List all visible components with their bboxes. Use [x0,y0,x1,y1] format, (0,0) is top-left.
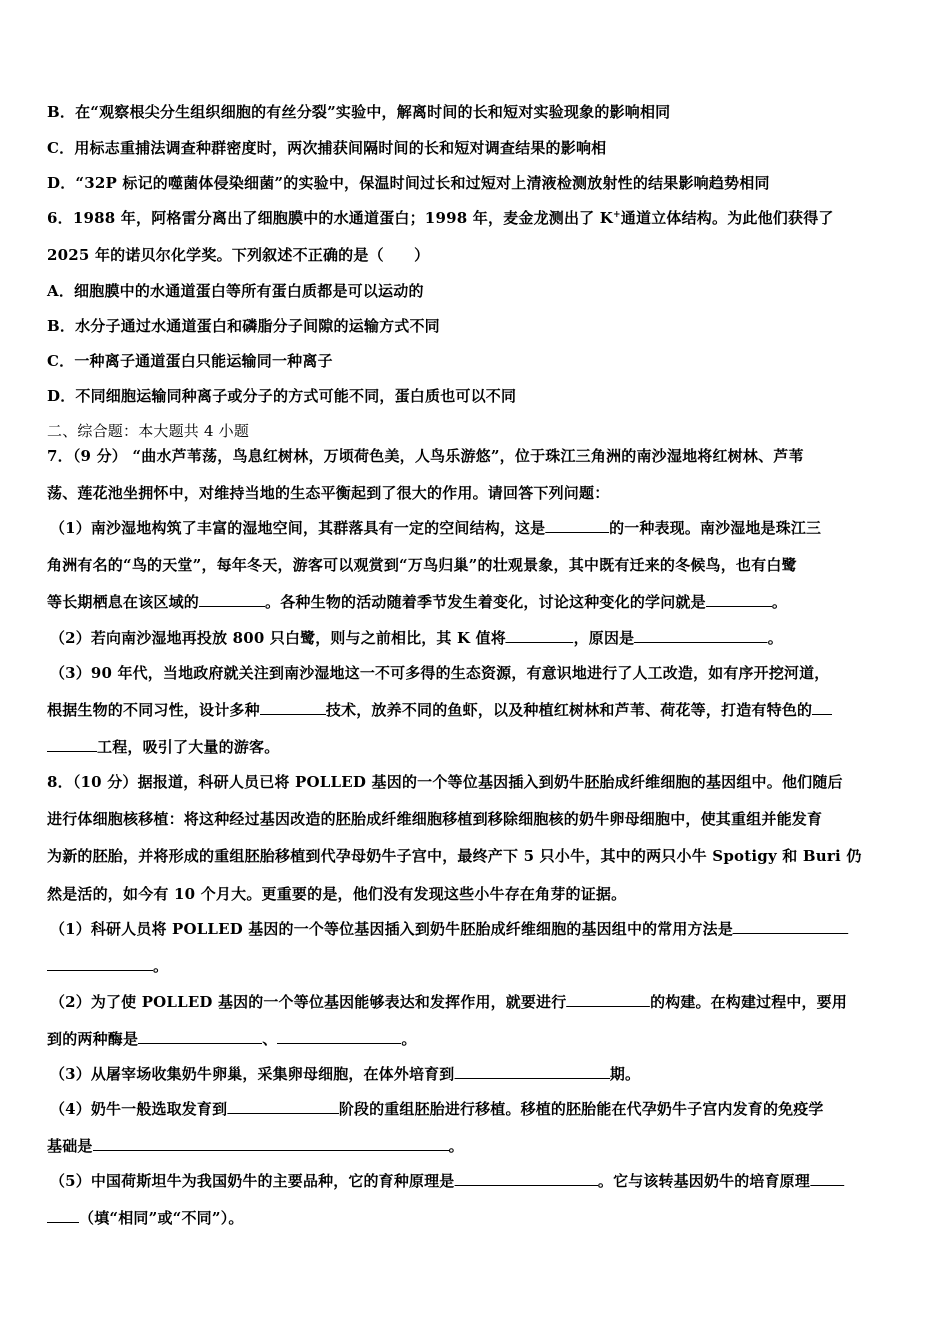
question-text: （填“相同”或“不同”）。 [79,1209,244,1227]
option-6a [47,281,903,301]
question-text: （4）奶牛一般选取发育到 [50,1100,228,1118]
question-text: （2）为了使 POLLED 基因的一个等位基因能够表达和发挥作用，就要进行 [50,993,567,1011]
answer-blank[interactable] [277,1029,401,1044]
question-7-part-2 [50,628,903,648]
answer-blank[interactable] [634,628,768,643]
question-text: 阶段的重组胚胎进行移植。移植的胚胎能在代孕奶牛子宫内发育的免疫学 [338,1100,824,1118]
option-5d [47,173,903,193]
question-text: 然是活的，如今有 10 个月大。更重要的是，他们没有发现这些小牛存在角芽的证据。 [47,885,627,903]
question-text: 到的两种酶是 [47,1030,139,1048]
question-text: 期。 [609,1065,641,1083]
question-text: 工程，吸引了大量的游客。 [97,738,280,756]
question-text: （1）科研人员将 POLLED 基因的一个等位基因插入到奶牛胚胎成纤维细胞的基因组中的常用方法是 [50,920,733,938]
question-text: （1）南沙湿地构筑了丰富的湿地空间，其群落具有一定的空间结构，这是 [50,519,546,537]
option-text: C．用标志重捕法调查种群密度时，两次捕获间隔时间的长和短对调查结果的影响相 [47,139,607,157]
question-8-part-5 [50,1171,903,1191]
option-5b [47,102,903,122]
option-6d [47,386,903,406]
question-text: 。 [771,593,788,611]
question-7-stem-cont [47,483,903,503]
question-text: 。 [767,629,783,647]
question-8-part-2 [50,992,903,1012]
question-text: 2025 年的诺贝尔化学奖。下列叙述不正确的是（ ） [47,246,430,264]
question-8-part-2-cont [47,1029,903,1049]
question-7-part-3-cont2 [47,737,903,757]
answer-blank[interactable] [47,956,153,971]
superscript: + [613,210,621,220]
question-text: 。 [153,957,169,975]
question-text: 基础是 [47,1137,93,1155]
question-text: 6．1988 年，阿格雷分离出了细胞膜中的水通道蛋白；1998 年，麦金龙测出了 K [47,209,614,227]
question-text: 荡、莲花池坐拥怀中，对维持当地的生态平衡起到了很大的作用。请回答下列问题： [47,484,610,502]
question-7-part-1-cont2 [47,592,903,612]
option-5c [47,138,903,158]
answer-blank[interactable] [260,700,326,715]
answer-blank[interactable] [199,592,265,607]
question-8-part-1-cont [47,956,903,976]
question-text: 根据生物的不同习性，设计多种 [47,701,260,719]
question-7-part-1-cont [47,555,903,575]
answer-blank[interactable] [506,628,574,643]
question-text: 的一种表现。南沙湿地是珠江三 [609,519,822,537]
question-8-part-5-cont [47,1208,903,1228]
question-8-part-1 [50,919,903,939]
answer-blank[interactable] [93,1136,449,1151]
question-8-stem-cont2 [47,846,903,866]
question-text: （3）90 年代，当地政府就关注到南沙湿地这一不可多得的生态资源，有意识地进行了人工改造，如有序开挖河道， [50,664,830,682]
question-8-part-3 [50,1064,903,1084]
question-text: 角洲有名的“鸟的天堂”，每年冬天，游客可以观赏到“万鸟归巢”的壮观景象，其中既有迁来的冬候鸟，也有白鹭 [47,556,797,574]
question-7-part-1 [50,518,903,538]
section-title: 二、综合题：本大题共 4 小题 [47,422,250,440]
question-7-part-3 [50,663,903,683]
option-text: D．不同细胞运输同种离子或分子的方式可能不同，蛋白质也可以不同 [47,387,517,405]
option-6c [47,351,903,371]
question-text: 通道立体结构。为此他们获得了 [620,209,834,227]
question-text: 。各种生物的活动随着季节发生着变化，讨论这种变化的学问就是 [265,593,706,611]
question-text: ，原因是 [573,629,635,647]
question-7-part-3-cont [47,700,903,720]
answer-blank[interactable] [812,700,832,715]
answer-blank[interactable] [454,1171,597,1186]
question-text: （2）若向南沙湿地再投放 800 只白鹭，则与之前相比，其 K 值将 [50,629,506,647]
question-text: 、 [262,1030,278,1048]
section-heading [47,421,903,441]
option-text: B．在“观察根尖分生组织细胞的有丝分裂”实验中，解离时间的长和短对实验现象的影响相同 [47,103,671,121]
question-text: 为新的胚胎，并将形成的重组胚胎移植到代孕母奶牛子宫中，最终产下 5 只小牛，其中的两只小牛 Spotigy 和 Buri 仍 [47,847,862,865]
question-text: （3）从屠宰场收集奶牛卵巢，采集卵母细胞，在体外培育到 [50,1065,455,1083]
answer-blank[interactable] [454,1064,609,1079]
answer-blank[interactable] [810,1171,844,1186]
question-text: 进行体细胞核移植：将这种经过基因改造的胚胎成纤维细胞移植到移除细胞核的奶牛卵母细胞中，使其重组并能发育 [47,810,823,828]
question-8-stem-cont [47,809,903,829]
question-text: 8．（10 分）据报道，科研人员已将 POLLED 基因的一个等位基因插入到奶牛胚胎成纤维细胞的基因组中。他们随后 [47,773,843,791]
question-8-part-4 [50,1099,903,1119]
question-text: 。它与该转基因奶牛的培育原理 [597,1172,810,1190]
question-text: 等长期栖息在该区域的 [47,593,200,611]
answer-blank[interactable] [138,1029,262,1044]
answer-blank[interactable] [566,992,650,1007]
question-text: 技术，放养不同的鱼虾，以及种植红树林和芦苇、荷花等，打造有特色的 [325,701,813,719]
answer-blank[interactable] [706,592,772,607]
question-6-stem [47,208,903,228]
question-7-stem [47,446,903,466]
question-8-stem [47,772,903,792]
option-text: C．一种离子通道蛋白只能运输同一种离子 [47,352,333,370]
question-8-part-4-cont [47,1136,903,1156]
answer-blank[interactable] [227,1099,339,1114]
option-text: B．水分子通过水通道蛋白和磷脂分子间隙的运输方式不同 [47,317,440,335]
question-text: 的构建。在构建过程中，要用 [650,993,847,1011]
option-text: A．细胞膜中的水通道蛋白等所有蛋白质都是可以运动的 [47,282,424,300]
question-text: 。 [401,1030,417,1048]
question-8-stem-cont3 [47,884,903,904]
question-text: 。 [448,1137,464,1155]
question-text: （5）中国荷斯坦牛为我国奶牛的主要品种，它的育种原理是 [50,1172,455,1190]
answer-blank[interactable] [545,518,609,533]
answer-blank[interactable] [47,737,97,752]
answer-blank[interactable] [733,919,849,934]
answer-blank[interactable] [47,1208,79,1223]
question-6-stem-cont [47,245,903,265]
option-text: D．“32P 标记的噬菌体侵染细菌”的实验中，保温时间过长和过短对上清液检测放射性的结果影响趋势相同 [47,174,770,192]
option-6b [47,316,903,336]
question-text: 7．（9 分） “曲水芦苇荡，鸟息红树林，万顷荷色美，人鸟乐游悠”，位于珠江三角洲的南沙湿地将红树林、芦苇 [47,447,804,465]
